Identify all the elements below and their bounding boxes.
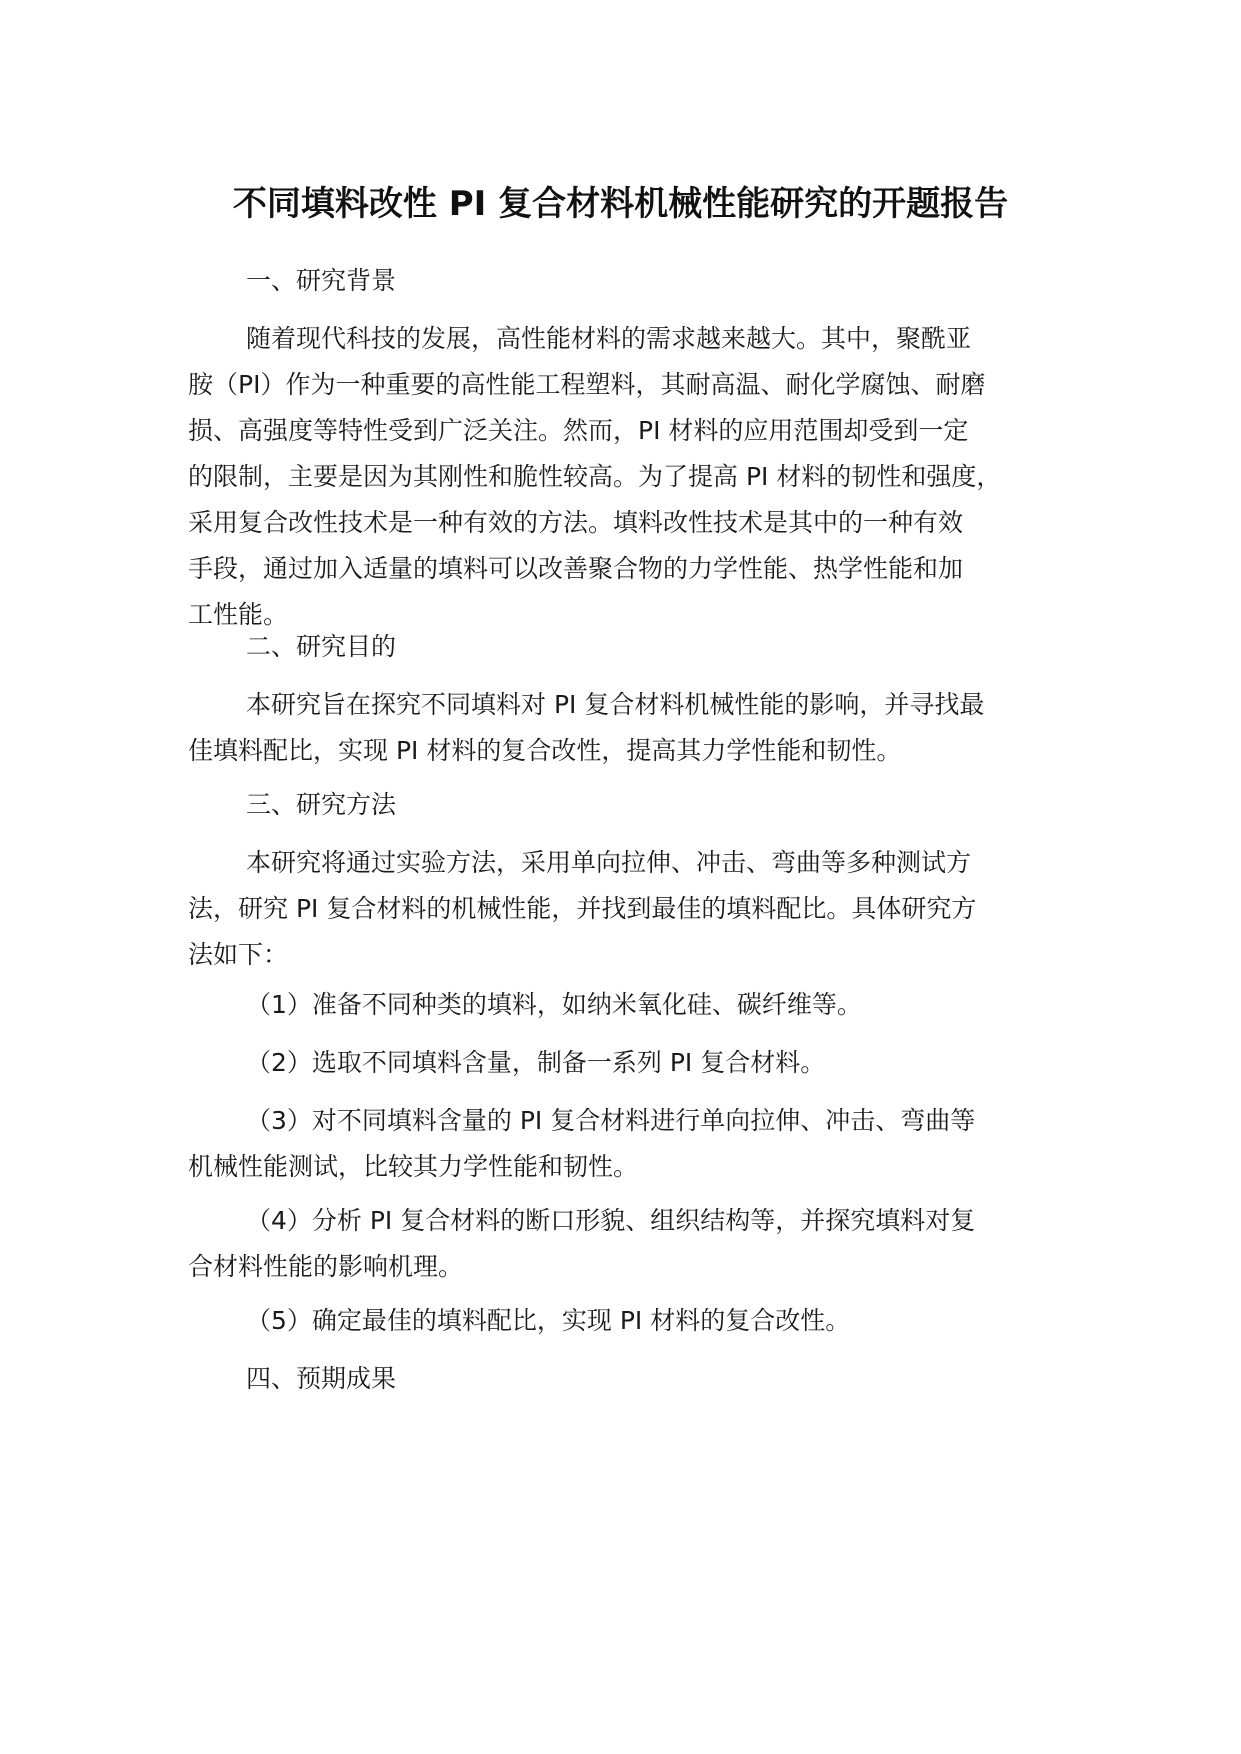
text-line: 佳填料配比，实现 PI 材料的复合改性，提高其力学性能和韧性。	[188, 736, 902, 765]
section-heading-background: 一、研究背景	[246, 266, 397, 295]
method-step-3	[188, 1098, 1088, 1190]
text-line: 本研究旨在探究不同填料对 PI 复合材料机械性能的影响，并寻找最	[246, 690, 985, 719]
text-line: （3）对不同填料含量的 PI 复合材料进行单向拉伸、冲击、弯曲等	[246, 1106, 976, 1135]
text-line: 的限制，主要是因为其刚性和脆性较高。为了提高 PI 材料的韧性和强度，	[188, 462, 1002, 491]
paragraph-method	[188, 840, 1088, 978]
text-line: 随着现代科技的发展，高性能材料的需求越来越大。其中，聚酰亚	[246, 324, 972, 353]
text-line: 本研究将通过实验方法，采用单向拉伸、冲击、弯曲等多种测试方	[246, 848, 972, 877]
method-step-2	[188, 1040, 1088, 1086]
text-line: 法如下：	[188, 940, 289, 969]
text-line: 损、高强度等特性受到广泛关注。然而，PI 材料的应用范围却受到一定	[188, 416, 969, 445]
section-heading-purpose: 二、研究目的	[246, 632, 397, 661]
text-line: 机械性能测试，比较其力学性能和韧性。	[188, 1152, 639, 1181]
text-line: （4）分析 PI 复合材料的断口形貌、组织结构等，并探究填料对复	[246, 1206, 976, 1235]
text-line: 手段，通过加入适量的填料可以改善聚合物的力学性能、热学性能和加	[188, 554, 964, 583]
text-line: （2）选取不同填料含量，制备一系列 PI 复合材料。	[246, 1048, 826, 1077]
section-heading-method: 三、研究方法	[246, 790, 397, 819]
paragraph-background	[188, 316, 1088, 638]
text-line: 工性能。	[188, 600, 289, 629]
text-line: 合材料性能的影响机理。	[188, 1252, 464, 1281]
paragraph-purpose	[188, 682, 1088, 774]
document-title: 不同填料改性 PI 复合材料机械性能研究的开题报告	[232, 184, 1009, 224]
text-line: （5）确定最佳的填料配比，实现 PI 材料的复合改性。	[246, 1306, 851, 1335]
text-line: （1）准备不同种类的填料，如纳米氧化硅、碳纤维等。	[246, 990, 862, 1019]
method-step-4	[188, 1198, 1088, 1290]
section-heading-expected: 四、预期成果	[246, 1364, 397, 1393]
text-line: 法，研究 PI 复合材料的机械性能，并找到最佳的填料配比。具体研究方	[188, 894, 977, 923]
text-line: 胺（PI）作为一种重要的高性能工程塑料，其耐高温、耐化学腐蚀、耐磨	[188, 370, 986, 399]
method-step-1	[188, 982, 1088, 1028]
method-step-5	[188, 1298, 1088, 1344]
text-line: 采用复合改性技术是一种有效的方法。填料改性技术是其中的一种有效	[188, 508, 964, 537]
